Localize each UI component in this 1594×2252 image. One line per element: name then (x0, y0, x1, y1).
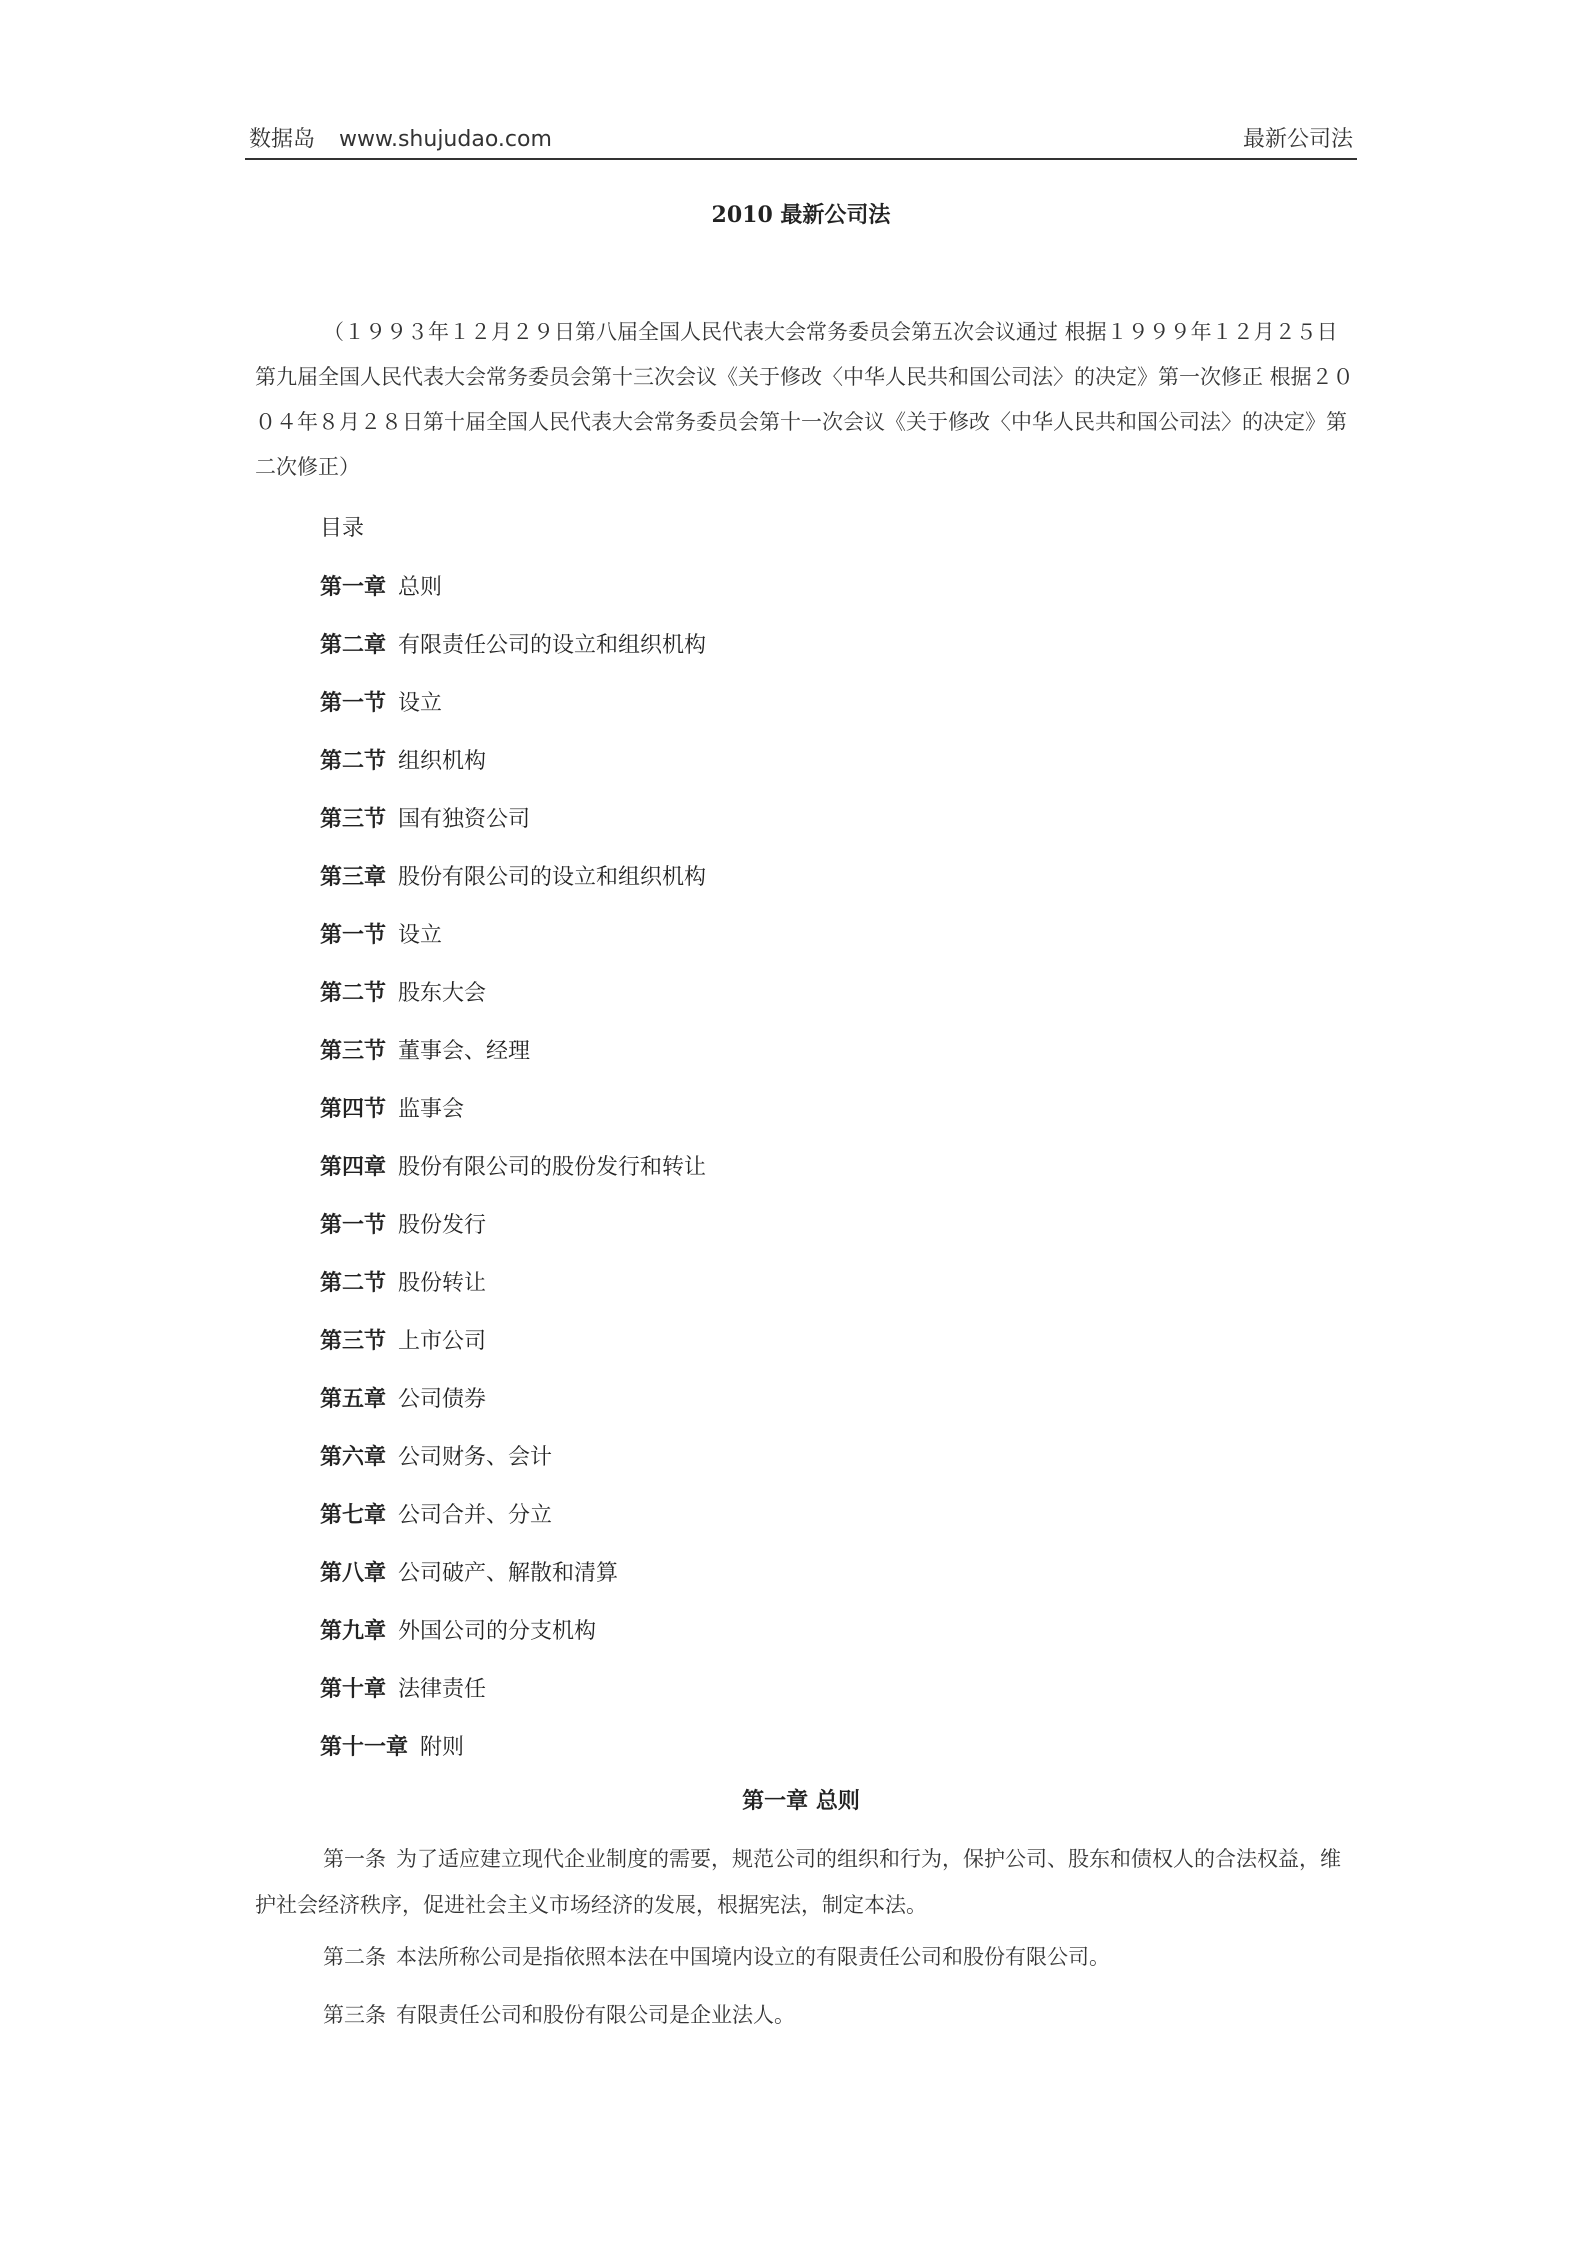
toc-item (320, 790, 706, 848)
toc-item-label: 第二节 (320, 980, 387, 1006)
toc-item-text: 设立 (398, 691, 443, 716)
toc-item-text: 股东大会 (398, 981, 487, 1006)
toc-item (320, 1312, 706, 1370)
toc-item (320, 1022, 706, 1080)
toc-item-label: 第十章 (320, 1676, 387, 1702)
toc-item-label: 第三章 (320, 864, 387, 890)
toc-item-text: 附则 (420, 1735, 465, 1760)
article-label: 第一条 (323, 1847, 386, 1871)
toc-item (320, 1544, 706, 1602)
toc-item (320, 1428, 706, 1486)
site-name: 数据岛 (249, 127, 316, 152)
toc-item-text: 股份有限公司的设立和组织机构 (398, 865, 707, 890)
toc-item-label: 第七章 (320, 1502, 387, 1528)
toc-item-text: 股份发行 (398, 1213, 487, 1238)
toc-item-text: 公司财务、会计 (398, 1445, 553, 1470)
toc-item-label: 第八章 (320, 1560, 387, 1586)
toc-item-text: 董事会、经理 (398, 1039, 531, 1064)
toc-item-label: 第四章 (320, 1154, 387, 1180)
page-header (245, 118, 1357, 160)
toc-item (320, 1486, 706, 1544)
toc-item-text: 有限责任公司的设立和组织机构 (398, 633, 707, 658)
table-of-contents (320, 500, 706, 1776)
toc-item-text: 公司合并、分立 (398, 1503, 553, 1528)
toc-item (320, 616, 706, 674)
toc-item (320, 1370, 706, 1428)
chapter-heading: 第一章 总则 (742, 1788, 860, 1814)
toc-item-text: 监事会 (398, 1097, 465, 1122)
toc-item-text: 设立 (398, 923, 443, 948)
toc-item-label: 第九章 (320, 1618, 387, 1644)
toc-item (320, 1080, 706, 1138)
toc-item-text: 公司破产、解散和清算 (398, 1561, 619, 1586)
article-text: 有限责任公司和股份有限公司是企业法人。 (396, 2003, 795, 2027)
toc-item-label: 第三节 (320, 1038, 387, 1064)
article-paragraph (255, 1934, 1355, 1980)
toc-item (320, 1660, 706, 1718)
toc-item (320, 1718, 706, 1776)
toc-item-label: 第二章 (320, 632, 387, 658)
article-label: 第二条 (323, 1945, 386, 1969)
toc-heading: 目录 (320, 516, 365, 541)
toc-item (320, 674, 706, 732)
preamble-paragraph: （１９９３年１２月２９日第八届全国人民代表大会常务委员会第五次会议通过 根据１９９９年１２月２５日第九届全国人民代表大会常务委员会第十三次会议《关于修改〈中华人民共和国公司法〉的决定》第一次修正 根据２００４年８月２８日第十届全国人民代表大会常务委员会第十一次会议《关于修改〈中华人民共和国公司法〉的决定》第二次修正） (255, 320, 1354, 479)
article-text: 为了适应建立现代企业制度的需要，规范公司的组织和行为，保护公司、股东和债权人的合法权益，维护社会经济秩序，促进社会主义市场经济的发展，根据宪法，制定本法。 (255, 1847, 1341, 1917)
document-title: 2010 最新公司法 (711, 202, 891, 228)
toc-item-text: 股份有限公司的股份发行和转让 (398, 1155, 707, 1180)
site-branding (249, 122, 552, 153)
toc-item (320, 732, 706, 790)
toc-item-text: 公司债券 (398, 1387, 487, 1412)
toc-item-label: 第四节 (320, 1096, 387, 1122)
toc-item (320, 1138, 706, 1196)
site-url[interactable]: www.shujudao.com (339, 127, 552, 152)
toc-item-label: 第十一章 (320, 1734, 409, 1760)
toc-item-text: 国有独资公司 (398, 807, 531, 832)
article-text: 本法所称公司是指依照本法在中国境内设立的有限责任公司和股份有限公司。 (396, 1945, 1110, 1969)
toc-item (320, 906, 706, 964)
toc-item-label: 第三节 (320, 806, 387, 832)
toc-item-label: 第一章 (320, 574, 387, 600)
toc-item (320, 964, 706, 1022)
toc-item (320, 1196, 706, 1254)
toc-item-text: 法律责任 (398, 1677, 487, 1702)
toc-item-label: 第一节 (320, 1212, 387, 1238)
article-paragraph (255, 1992, 1355, 2038)
article-label: 第三条 (323, 2003, 386, 2027)
header-document-title: 最新公司法 (1242, 127, 1353, 152)
toc-item-text: 外国公司的分支机构 (398, 1619, 597, 1644)
toc-item-text: 总则 (398, 575, 443, 600)
toc-item-text: 上市公司 (398, 1329, 487, 1354)
toc-item (320, 848, 706, 906)
toc-item-text: 股份转让 (398, 1271, 487, 1296)
toc-item-label: 第五章 (320, 1386, 387, 1412)
toc-item-label: 第二节 (320, 748, 387, 774)
toc-item-label: 第二节 (320, 1270, 387, 1296)
toc-item-label: 第一节 (320, 922, 387, 948)
article-paragraph (255, 1836, 1355, 1928)
toc-item (320, 558, 706, 616)
toc-item-label: 第三节 (320, 1328, 387, 1354)
toc-item (320, 1602, 706, 1660)
toc-item-label: 第六章 (320, 1444, 387, 1470)
toc-item-text: 组织机构 (398, 749, 487, 774)
toc-item (320, 1254, 706, 1312)
toc-item-label: 第一节 (320, 690, 387, 716)
